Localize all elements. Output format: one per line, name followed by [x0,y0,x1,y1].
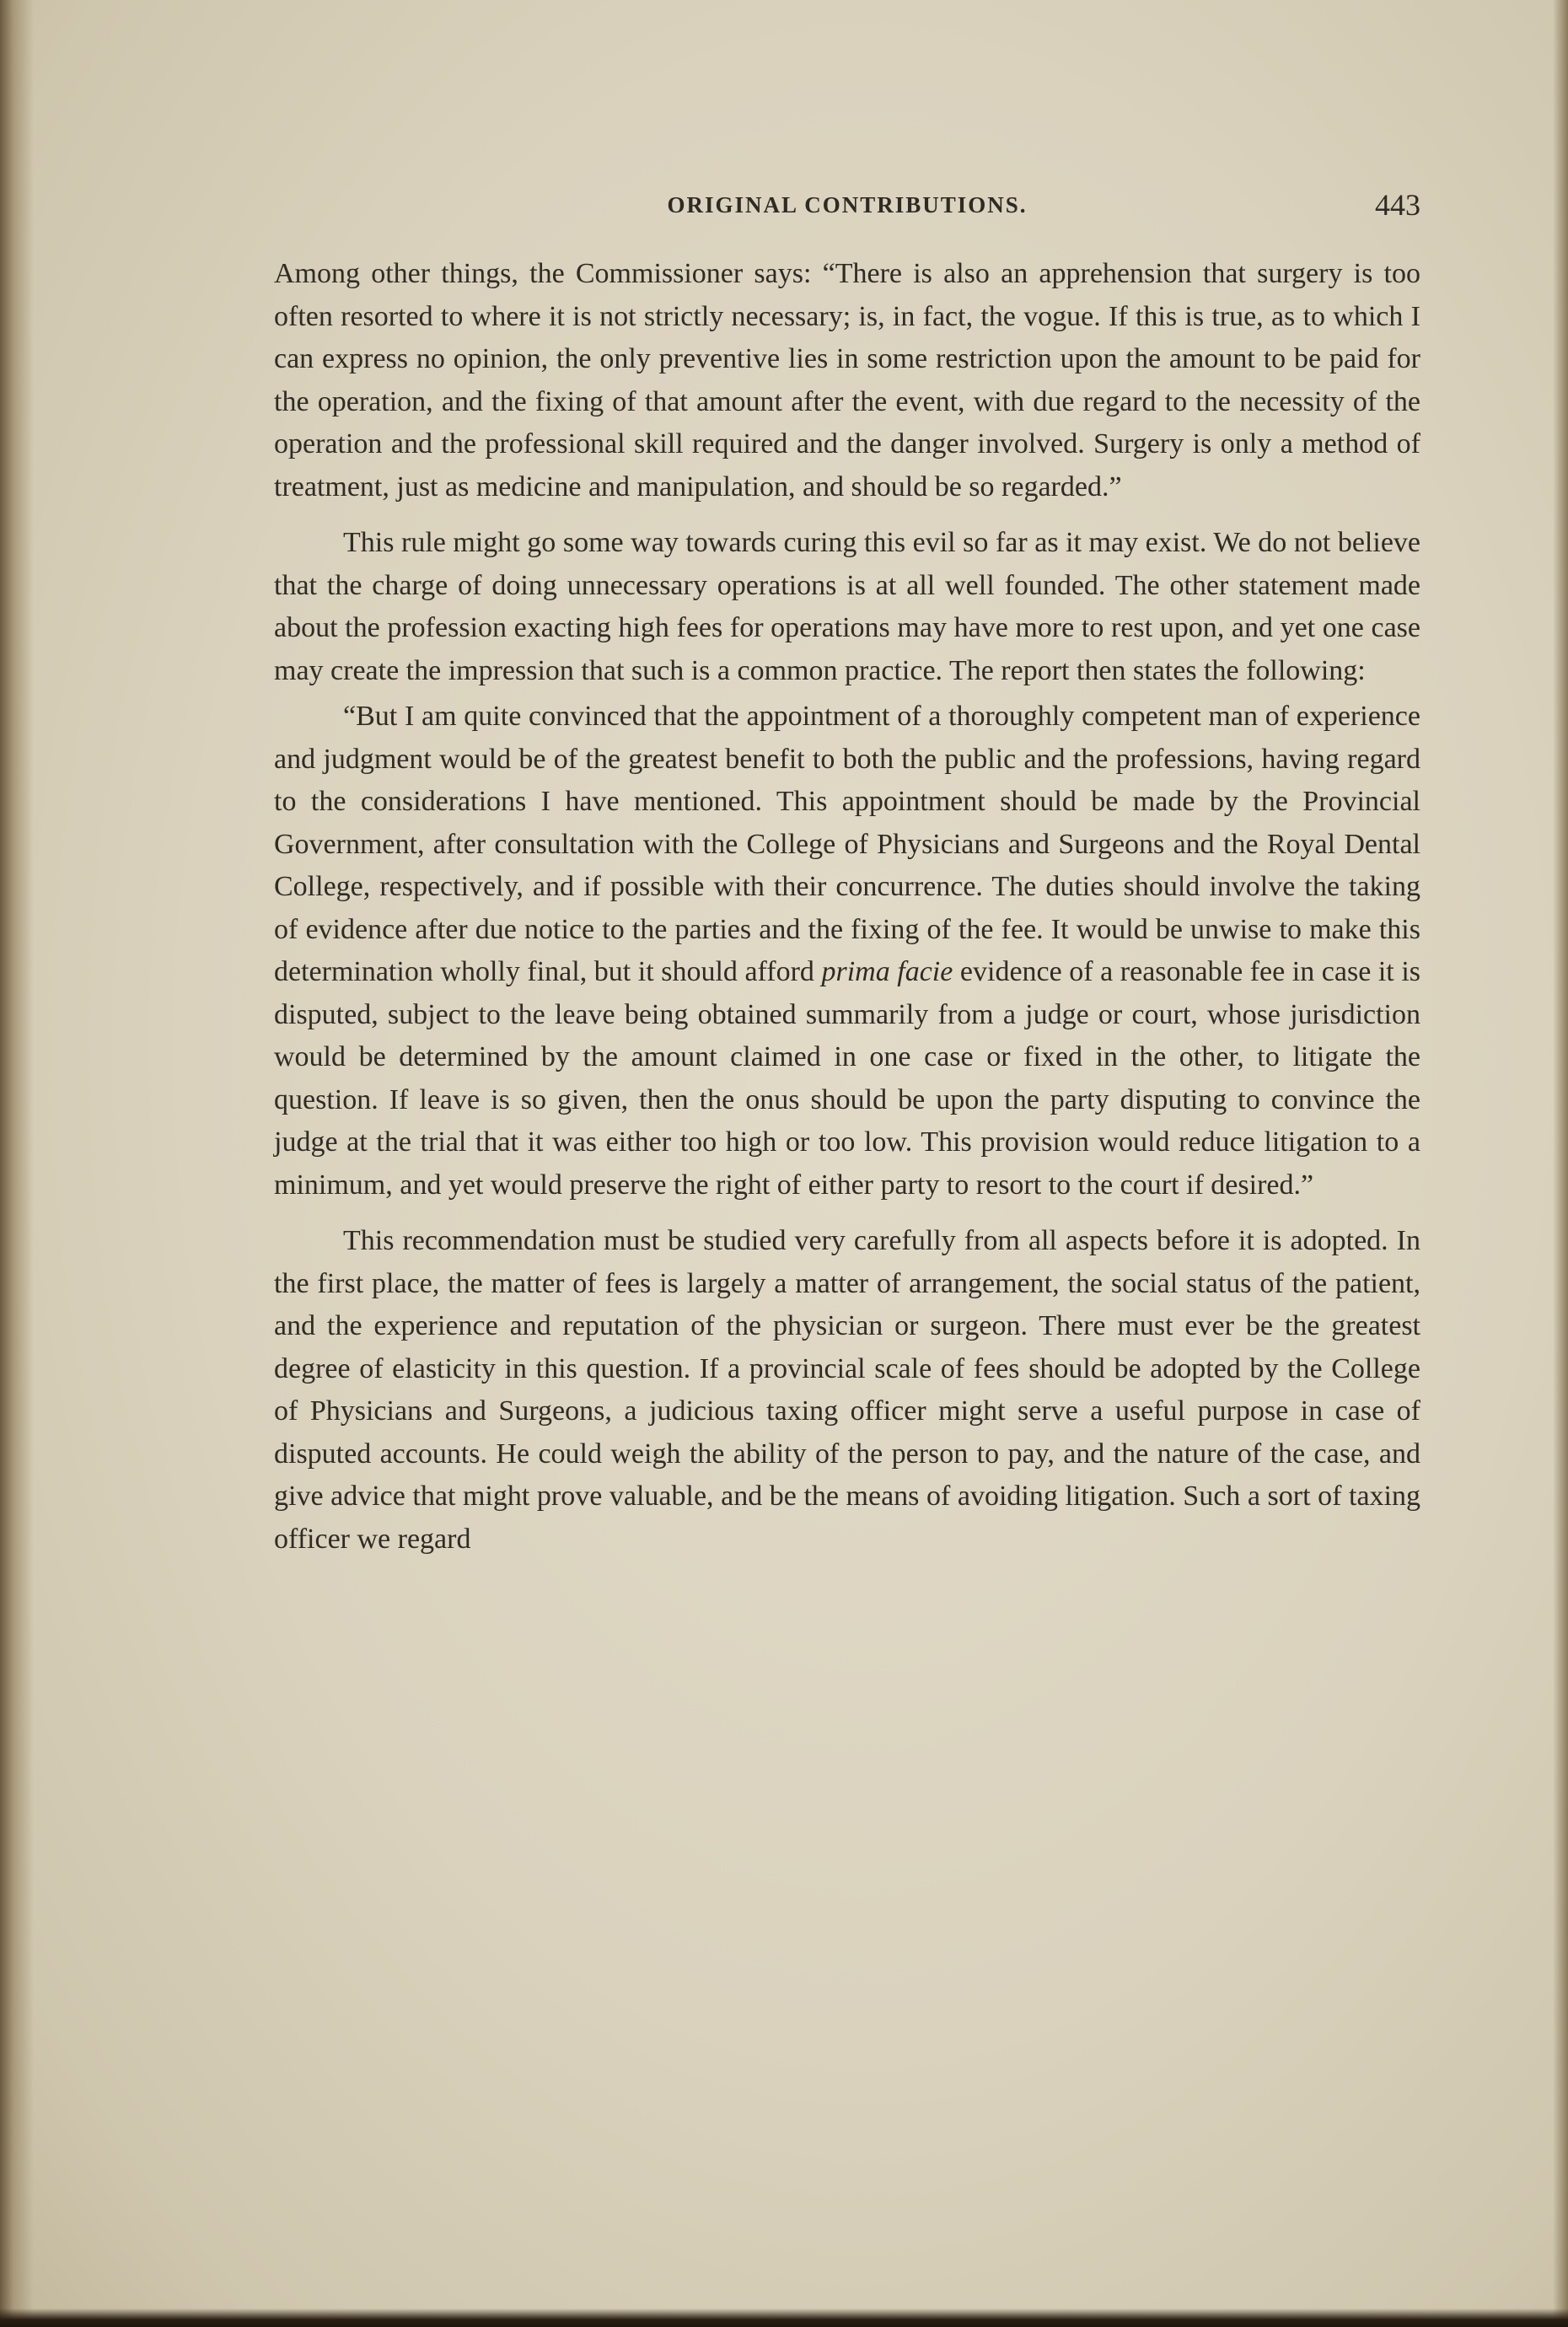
paragraph-3-italic-phrase: prima facie [821,956,953,987]
body-text [274,253,1420,1561]
paragraph-1: Among other things, the Commissioner says: “There is also an apprehension that surgery is too often resorted to where it is not strictly necessary; is, in fact, the vogue. If this is true, as to which I can express no opinion, the only preventive lies in some restriction upon the amount to be paid for the operation, and the fixing of that amount after the event, with due regard to the necessity of the operation and the professional skill required and the danger involved. Surgery is only a method of treatment, just as medicine and manipulation, and should be so regarded.” [274,258,1420,502]
paragraph-2: This rule might go some way towards curing this evil so far as it may exist. We do not believe that the charge of doing unnecessary operations is at all well founded. The other statement made about the profession exacting high fees for operations may have more to rest upon, and yet one case may create the impression that such is a common practice. The report then states the following: [274,527,1420,686]
paragraph-3 [274,696,1420,1206]
running-head [274,184,1420,234]
page-edge-shadow [1553,0,1568,2327]
paragraph-4: This recommendation must be studied very carefully from all aspects before it is adopted. In the first place, the matter of fees is largely a matter of arrangement, the social status of the patient, and the experience and reputation of the physician or surgeon. There must ever be the greatest degree of elasticity in this question. If a provincial scale of fees should be adopted by the College of Physicians and Surgeons, a judicious taxing officer might serve a useful purpose in case of disputed accounts. He could weigh the ability of the person to pay, and the nature of the case, and give advice that might prove valuable, and be the means of avoiding litigation. Such a sort of taxing officer we regard [274,1225,1420,1555]
running-title: ORIGINAL CONTRIBUTIONS. [667,192,1028,218]
paragraph-3-text-b: evidence of a reasonable fee in case it is disputed, subject to the leave being obtained summarily from a judge or court, whose jurisdiction would be determined by the amount claimed in one case or fixed in the other, to litigate the question. If leave is so given, then the onus should be upon the party disputing to convince the judge at the trial that it was either too high or too low. This provision would reduce litigation to a minimum, and yet would preserve the right of either party to resort to the court if desired.” [274,956,1420,1201]
page-bottom-edge [0,2308,1568,2327]
page-number: 443 [1375,188,1420,222]
binding-shadow [0,0,34,2327]
paragraph-3-text-a: “But I am quite convinced that the appointment of a thoroughly competent man of experience and judgment would be of the greatest benefit to both the public and the professions, having regard to the considerations I have mentioned. This appointment should be made by the Provincial Government, after consultation with the College of Physicians and Surgeons and the Royal Dental College, respectively, and if possible with their concurrence. The duties should involve the taking of evidence after due notice to the parties and the fixing of the fee. It would be unwise to make this determination wholly final, but it should afford [274,701,1420,987]
